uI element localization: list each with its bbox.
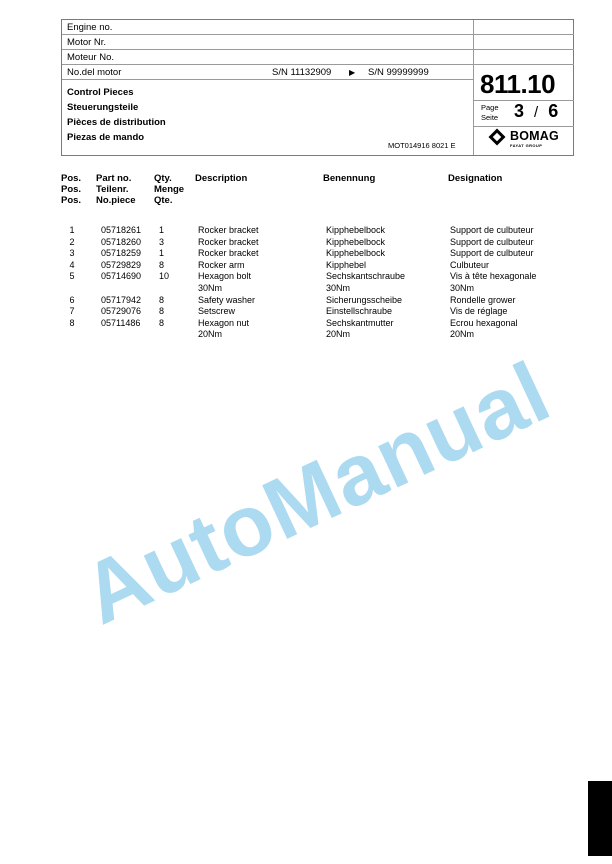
- column-header-pos-fr: Pos.: [61, 195, 82, 206]
- bomag-diamond-icon: [489, 129, 506, 146]
- designation-cell: 30Nm: [450, 282, 475, 293]
- column-header-qty: [154, 173, 184, 206]
- benennung-cell: Sechskantmutter: [326, 317, 394, 328]
- logo-subtext: FAYAT GROUP: [510, 143, 543, 148]
- table-row: [61, 329, 581, 341]
- pos-cell: 8: [69, 317, 75, 328]
- part-number-cell: 05717942: [101, 294, 142, 305]
- page-separator: /: [534, 104, 539, 121]
- pos-cell: 5: [69, 271, 75, 282]
- header-divider: [473, 126, 574, 127]
- page-labels: [481, 103, 499, 123]
- benennung-cell: Kipphebelbock: [326, 225, 386, 235]
- logo-text: BOMAG: [510, 129, 559, 143]
- page-indicator: [514, 101, 558, 122]
- table-row: [61, 271, 581, 283]
- column-header-qty-de: Menge: [154, 184, 185, 195]
- column-header-part-en: Part no.: [96, 173, 132, 184]
- description-cell: Rocker bracket: [198, 248, 259, 259]
- table-row: [61, 260, 581, 272]
- column-header-part-de: Teilenr.: [96, 184, 129, 195]
- column-header-pos-en: Pos.: [61, 173, 82, 184]
- column-header-benennung: Benennung: [323, 173, 376, 184]
- designation-cell: Support de culbuteur: [450, 225, 534, 235]
- designation-cell: Vis à tête hexagonale: [450, 271, 537, 282]
- page-current: 3: [514, 101, 525, 121]
- pos-cell: 4: [69, 259, 75, 270]
- description-cell: Setscrew: [198, 306, 236, 317]
- designation-cell: 20Nm: [450, 329, 475, 340]
- table-row: [61, 248, 581, 260]
- benennung-cell: Kipphebelbock: [326, 248, 386, 259]
- table-row: [61, 225, 581, 237]
- pos-cell: 7: [69, 306, 75, 317]
- benennung-cell: Sicherungsscheibe: [326, 294, 403, 305]
- part-number-cell: 05714690: [101, 271, 142, 282]
- part-number-cell: 05729076: [101, 306, 142, 317]
- benennung-cell: Sechskantschraube: [326, 271, 406, 282]
- description-cell: Hexagon bolt: [198, 271, 252, 282]
- description-cell: Hexagon nut: [198, 317, 250, 328]
- benennung-cell: 30Nm: [326, 282, 351, 293]
- title-en: Control Pieces: [67, 87, 134, 98]
- qty-cell: 8: [159, 306, 165, 317]
- table-row: [61, 318, 581, 330]
- qty-cell: 1: [159, 225, 165, 235]
- designation-cell: Culbuteur: [450, 259, 490, 270]
- qty-cell: 1: [159, 248, 165, 259]
- column-header-pos-de: Pos.: [61, 184, 82, 195]
- part-number-cell: 05729829: [101, 259, 142, 270]
- header-divider: [62, 34, 574, 35]
- column-header-designation: Designation: [448, 173, 503, 184]
- column-header-pos: [61, 173, 81, 206]
- pos-cell: 6: [69, 294, 75, 305]
- designation-cell: Rondelle grower: [450, 294, 516, 305]
- qty-cell: 3: [159, 236, 165, 247]
- pos-cell: 1: [69, 225, 75, 235]
- qty-cell: 8: [159, 259, 165, 270]
- serial-from: S/N 11132909: [272, 67, 332, 78]
- seite-label: Seite: [481, 113, 499, 122]
- description-cell: 20Nm: [198, 329, 223, 340]
- description-cell: 30Nm: [198, 282, 223, 293]
- benennung-cell: Kipphebel: [326, 259, 367, 270]
- motor-nr-label: Motor Nr.: [67, 37, 107, 48]
- designation-cell: Vis de réglage: [450, 306, 508, 317]
- title-es: Piezas de mando: [67, 132, 145, 143]
- part-number-cell: 05711486: [101, 317, 141, 328]
- benennung-cell: 20Nm: [326, 329, 351, 340]
- description-cell: Rocker arm: [198, 259, 245, 270]
- qty-cell: 8: [159, 317, 165, 328]
- section-number: 811.10: [480, 69, 556, 99]
- bomag-logo: [489, 128, 569, 150]
- description-cell: Rocker bracket: [198, 236, 259, 247]
- page-edge-tab: [588, 781, 612, 856]
- benennung-cell: Einstellschraube: [326, 306, 393, 317]
- column-header-part: [96, 173, 136, 206]
- column-header-qty-en: Qty.: [154, 173, 172, 184]
- title-de: Steuerungsteile: [67, 102, 139, 113]
- parts-list: [61, 225, 581, 341]
- description-cell: Safety washer: [198, 294, 256, 305]
- column-header-description: Description: [195, 173, 248, 184]
- arrow-right-icon: ▶: [349, 68, 356, 77]
- header-divider: [62, 79, 473, 80]
- header-divider: [62, 49, 574, 50]
- no-del-motor-label: No.del motor: [67, 67, 122, 78]
- part-number-cell: 05718259: [101, 248, 142, 259]
- page-label: Page: [481, 103, 499, 112]
- part-number-cell: 05718261: [101, 225, 142, 235]
- table-row: [61, 237, 581, 249]
- serial-to: S/N 99999999: [368, 67, 429, 78]
- watermark: AutoManual: [68, 343, 565, 643]
- table-row: [61, 295, 581, 307]
- title-fr: Pièces de distribution: [67, 117, 166, 128]
- page-total: 6: [548, 101, 559, 121]
- table-row: [61, 283, 581, 295]
- qty-cell: 8: [159, 294, 165, 305]
- header-divider: [62, 64, 574, 65]
- part-number-cell: 05718260: [101, 236, 142, 247]
- benennung-cell: Kipphebelbock: [326, 236, 386, 247]
- designation-cell: Ecrou hexagonal: [450, 317, 518, 328]
- table-row: [61, 306, 581, 318]
- designation-cell: Support de culbuteur: [450, 248, 534, 259]
- column-header-qty-fr: Qte.: [154, 195, 173, 206]
- description-cell: Rocker bracket: [198, 225, 259, 235]
- column-header-part-fr: No.piece: [96, 195, 136, 206]
- header-column-divider: [473, 20, 474, 155]
- document-code: MOT014916 8021 E: [388, 141, 456, 150]
- moteur-no-label: Moteur No.: [67, 52, 114, 63]
- pos-cell: 3: [69, 248, 75, 259]
- qty-cell: 10: [159, 271, 170, 282]
- designation-cell: Support de culbuteur: [450, 236, 534, 247]
- engine-no-label: Engine no.: [67, 22, 113, 33]
- pos-cell: 2: [69, 236, 75, 247]
